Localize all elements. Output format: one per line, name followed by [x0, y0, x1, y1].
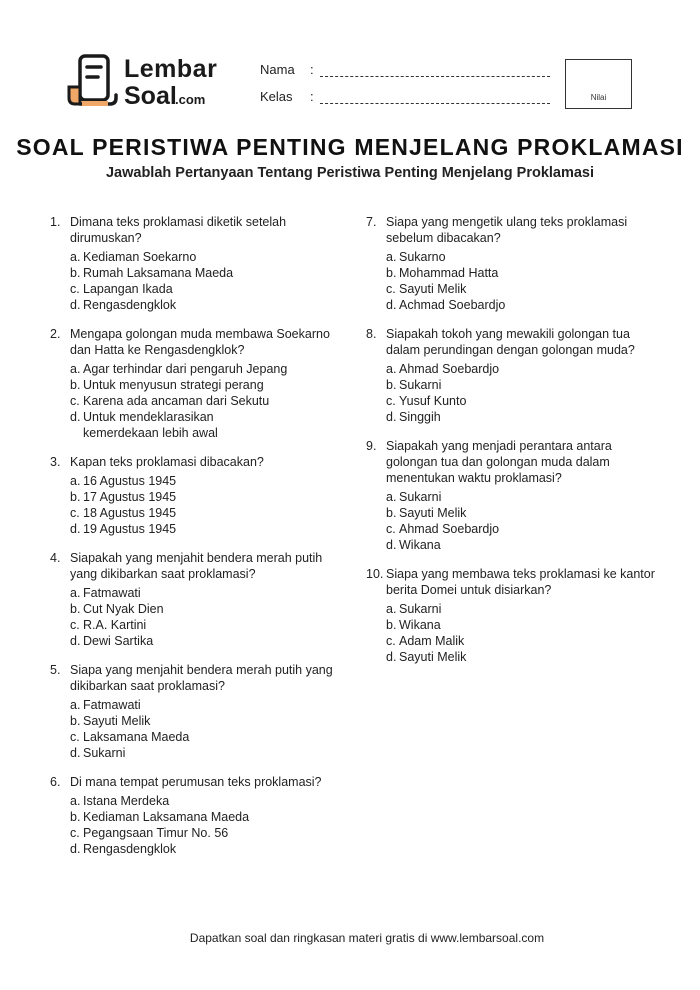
- option-letter: b.: [70, 602, 81, 616]
- option-letter: b.: [70, 714, 81, 728]
- answer-option: [50, 521, 340, 537]
- answer-option: [50, 473, 340, 489]
- class-colon: :: [310, 89, 314, 104]
- option-text: Lapangan Ikada: [83, 282, 173, 296]
- question-text: Mengapa golongan muda membawa Soekarno dan Hatta ke Rengasdengklok?: [70, 327, 330, 357]
- answer-option: [366, 249, 656, 265]
- answer-option: [50, 697, 340, 713]
- answer-option: [366, 281, 656, 297]
- question-number: 7.: [366, 215, 377, 229]
- option-text: Fatmawati: [83, 586, 141, 600]
- option-text: Fatmawati: [83, 698, 141, 712]
- question-item: [366, 214, 656, 313]
- option-text: Mohammad Hatta: [399, 266, 499, 280]
- question-text: Kapan teks proklamasi dibacakan?: [70, 455, 264, 469]
- answer-option: [50, 281, 340, 297]
- answer-option: [50, 585, 340, 601]
- answer-option: [366, 601, 656, 617]
- option-text: Singgih: [399, 410, 441, 424]
- question-item: [50, 214, 340, 313]
- option-text: 17 Agustus 1945: [83, 490, 177, 504]
- answer-option: [366, 361, 656, 377]
- question-text: Di mana tempat perumusan teks proklamasi?: [70, 775, 322, 789]
- option-letter: b.: [70, 266, 81, 280]
- option-text: Sukarni: [399, 490, 442, 504]
- name-label: Nama: [260, 62, 295, 77]
- score-label: Nilai: [590, 93, 607, 102]
- option-letter: d.: [70, 298, 81, 312]
- option-text: Yusuf Kunto: [399, 394, 467, 408]
- option-letter: c.: [386, 282, 396, 296]
- answer-option: [366, 409, 656, 425]
- option-letter: b.: [386, 618, 397, 632]
- question-number: 9.: [366, 439, 377, 453]
- question-text: Siapa yang mengetik ulang teks proklamasi sebelum dibacakan?: [386, 215, 628, 245]
- logo: [66, 52, 226, 112]
- option-letter: d.: [386, 410, 397, 424]
- document-icon: [66, 52, 122, 112]
- option-letter: a.: [386, 250, 397, 264]
- option-letter: b.: [70, 810, 81, 824]
- option-letter: c.: [70, 506, 80, 520]
- question-item: [50, 550, 340, 649]
- option-text: Achmad Soebardjo: [399, 298, 506, 312]
- answer-option: [366, 505, 656, 521]
- answer-option: [50, 377, 340, 393]
- option-letter: a.: [386, 490, 397, 504]
- questions-left-column: [50, 214, 340, 870]
- answer-option: [50, 841, 340, 857]
- option-text: Rengasdengklok: [83, 842, 177, 856]
- option-text: Rengasdengklok: [83, 298, 177, 312]
- option-letter: a.: [70, 794, 81, 808]
- answer-option: [366, 617, 656, 633]
- option-text: Sayuti Melik: [399, 282, 467, 296]
- question-item: [50, 774, 340, 857]
- option-text: Sayuti Melik: [399, 506, 467, 520]
- option-letter: d.: [70, 410, 81, 424]
- option-text: 16 Agustus 1945: [83, 474, 177, 488]
- option-text: Rumah Laksamana Maeda: [83, 266, 234, 280]
- option-text: Sayuti Melik: [399, 650, 467, 664]
- option-text: Istana Merdeka: [83, 794, 170, 808]
- option-letter: a.: [70, 474, 81, 488]
- answer-option: [50, 489, 340, 505]
- answer-option: [50, 633, 340, 649]
- option-text: Sukarni: [399, 378, 442, 392]
- answer-option: [50, 793, 340, 809]
- option-text: Kediaman Laksamana Maeda: [83, 810, 250, 824]
- option-letter: c.: [386, 522, 396, 536]
- option-letter: d.: [70, 842, 81, 856]
- name-colon: :: [310, 62, 314, 77]
- option-text: Untuk menyusun strategi perang: [83, 378, 264, 392]
- question-item: [50, 662, 340, 761]
- option-text: Sukarno: [399, 250, 446, 264]
- question-item: [366, 438, 656, 553]
- question-number: 6.: [50, 775, 61, 789]
- questions-right-column: [366, 214, 656, 678]
- option-letter: a.: [70, 250, 81, 264]
- option-letter: c.: [386, 634, 396, 648]
- answer-option: [50, 505, 340, 521]
- page-subtitle: Jawablah Pertanyaan Tentang Peristiwa Penting Menjelang Proklamasi: [105, 165, 595, 181]
- option-text: Ahmad Soebardjo: [399, 522, 500, 536]
- question-text: Siapa yang membawa teks proklamasi ke kantor berita Domei untuk disiarkan?: [386, 567, 655, 597]
- option-letter: b.: [386, 378, 397, 392]
- option-letter: a.: [70, 698, 81, 712]
- logo-text-lembar: Lembar: [124, 55, 218, 83]
- name-blank-line[interactable]: [320, 76, 550, 77]
- answer-option: [50, 745, 340, 761]
- answer-option: [366, 489, 656, 505]
- answer-option: [50, 297, 340, 313]
- question-number: 3.: [50, 455, 61, 469]
- option-text: Untuk mendeklarasikan kemerdekaan lebih awal: [83, 410, 218, 440]
- page-title: SOAL PERISTIWA PENTING MENJELANG PROKLAMASI: [16, 134, 684, 160]
- class-blank-line[interactable]: [320, 103, 550, 104]
- option-letter: a.: [70, 362, 81, 376]
- option-text: 19 Agustus 1945: [83, 522, 177, 536]
- option-letter: d.: [386, 298, 397, 312]
- option-letter: a.: [386, 362, 397, 376]
- answer-option: [366, 393, 656, 409]
- answer-option: [50, 809, 340, 825]
- question-number: 2.: [50, 327, 61, 341]
- answer-option: [50, 409, 268, 441]
- question-number: 10.: [366, 567, 384, 581]
- question-item: [366, 566, 656, 665]
- question-text: Siapakah yang menjadi perantara antara golongan tua dan golongan muda dalam menentukan waktu proklamasi?: [386, 439, 612, 485]
- option-letter: c.: [70, 826, 80, 840]
- question-text: Siapakah tokoh yang mewakili golongan tua dalam perundingan dengan golongan muda?: [386, 327, 635, 357]
- option-letter: d.: [70, 634, 81, 648]
- option-letter: d.: [70, 522, 81, 536]
- question-item: [50, 326, 340, 441]
- question-item: [50, 454, 340, 537]
- option-text: Adam Malik: [399, 634, 465, 648]
- option-text: Pegangsaan Timur No. 56: [83, 826, 229, 840]
- option-letter: c.: [70, 282, 80, 296]
- answer-option: [366, 265, 656, 281]
- question-text: Siapakah yang menjahit bendera merah putih yang dikibarkan saat proklamasi?: [70, 551, 323, 581]
- question-text: Dimana teks proklamasi diketik setelah dirumuskan?: [70, 215, 287, 245]
- question-number: 8.: [366, 327, 377, 341]
- option-text: 18 Agustus 1945: [83, 506, 177, 520]
- answer-option: [366, 377, 656, 393]
- option-text: R.A. Kartini: [83, 618, 147, 632]
- logo-text-com: .com: [175, 92, 206, 107]
- answer-option: [366, 297, 656, 313]
- logo-text-soal: Soal: [124, 82, 177, 110]
- option-letter: b.: [70, 490, 81, 504]
- answer-option: [50, 601, 340, 617]
- option-text: Karena ada ancaman dari Sekutu: [83, 394, 270, 408]
- score-box[interactable]: [565, 59, 632, 109]
- answer-option: [50, 265, 340, 281]
- option-text: Wikana: [399, 618, 441, 632]
- answer-option: [50, 361, 340, 377]
- answer-option: [50, 729, 340, 745]
- option-text: Ahmad Soebardjo: [399, 362, 500, 376]
- option-text: Sukarni: [83, 746, 126, 760]
- option-letter: b.: [70, 378, 81, 392]
- option-letter: c.: [386, 394, 396, 408]
- option-text: Laksamana Maeda: [83, 730, 190, 744]
- option-text: Agar terhindar dari pengaruh Jepang: [83, 362, 288, 376]
- answer-option: [50, 393, 340, 409]
- option-letter: b.: [386, 266, 397, 280]
- answer-option: [50, 825, 340, 841]
- question-item: [366, 326, 656, 425]
- question-number: 1.: [50, 215, 61, 229]
- question-number: 5.: [50, 663, 61, 677]
- option-letter: d.: [386, 538, 397, 552]
- option-text: Dewi Sartika: [83, 634, 154, 648]
- answer-option: [50, 617, 340, 633]
- answer-option: [50, 713, 340, 729]
- option-letter: b.: [386, 506, 397, 520]
- question-number: 4.: [50, 551, 61, 565]
- option-letter: c.: [70, 618, 80, 632]
- answer-option: [366, 649, 656, 665]
- option-text: Cut Nyak Dien: [83, 602, 164, 616]
- question-text: Siapa yang menjahit bendera merah putih yang dikibarkan saat proklamasi?: [70, 663, 333, 693]
- option-letter: d.: [70, 746, 81, 760]
- answer-option: [366, 537, 656, 553]
- answer-option: [366, 521, 656, 537]
- option-letter: d.: [386, 650, 397, 664]
- option-text: Wikana: [399, 538, 441, 552]
- answer-option: [50, 249, 340, 265]
- option-text: Kediaman Soekarno: [83, 250, 197, 264]
- footer-text: Dapatkan soal dan ringkasan materi gratis di www.lembarsoal.com: [189, 931, 545, 945]
- class-label: Kelas: [260, 89, 293, 104]
- option-letter: c.: [70, 394, 80, 408]
- answer-option: [366, 633, 656, 649]
- option-letter: a.: [70, 586, 81, 600]
- option-letter: c.: [70, 730, 80, 744]
- option-letter: a.: [386, 602, 397, 616]
- option-text: Sayuti Melik: [83, 714, 151, 728]
- option-text: Sukarni: [399, 602, 442, 616]
